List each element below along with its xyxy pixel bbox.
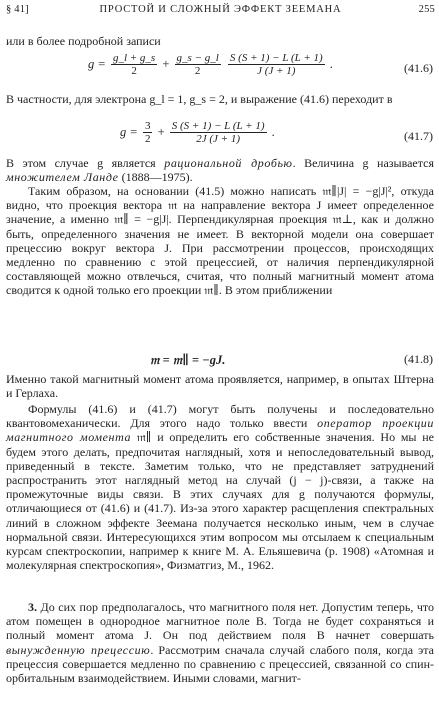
eq1-end: . bbox=[329, 57, 333, 71]
eq1-frac1-den: 2 bbox=[131, 65, 137, 77]
eq2-frac1 bbox=[143, 120, 153, 145]
eq1-frac2-num: g_s − g_l bbox=[176, 52, 219, 64]
eq1-plus: + bbox=[162, 57, 170, 71]
eq2-frac2-den: 2J (J + 1) bbox=[196, 133, 241, 145]
eq2-frac2-num: S (S + 1) − L (L + 1) bbox=[171, 120, 265, 132]
eq2-plus: + bbox=[157, 125, 165, 139]
eq2-frac2 bbox=[170, 120, 267, 145]
eq3-number: (41.8) bbox=[404, 352, 433, 366]
eq1-frac2 bbox=[175, 52, 221, 77]
eq1-number: (41.6) bbox=[404, 61, 433, 75]
lande-term-factor: множителем Ланде bbox=[6, 170, 119, 185]
page-number: 255 bbox=[418, 4, 435, 15]
eq2-number: (41.7) bbox=[404, 129, 433, 143]
section-marker: § 41] bbox=[6, 4, 29, 15]
paragraph-projection: Таким образом, на основании (41.5) можно написать 𝔪∥|J| = −g|J|², откуда видно, что проекция вектора 𝔪 на направление вектора J имеет определенное значение, а именно 𝔪∥ = −g|J|. Перпендикулярная проекция 𝔪⊥, как и должно быть, определенного значения не имеет. В векторной модели она совершает прецессию вокруг вектора J. При рассмотрении процессов, происходящих медленно по сравнению с этой прецессией, от наличия перпендикулярной составляющей можно отвлечься, считая, что полный магнитный момент атома сводится к одной только его проекции 𝔪∥. В этом приближении bbox=[6, 184, 434, 298]
equation-41-7 bbox=[0, 118, 439, 154]
chapter-title: ПРОСТОЙ И СЛОЖНЫЙ ЭФФЕКТ ЗЕЕМАНА bbox=[99, 4, 342, 15]
section-3-marker: 3. bbox=[28, 600, 41, 614]
paragraph-quantum bbox=[6, 402, 434, 572]
eq2-end: . bbox=[271, 125, 275, 139]
lande-text-e: (1888—1975). bbox=[118, 170, 193, 185]
eq2-frac1-num: 3 bbox=[144, 120, 151, 132]
eq1-frac2-den: 2 bbox=[194, 65, 201, 77]
equation-41-6 bbox=[0, 50, 439, 86]
running-header bbox=[6, 4, 435, 18]
field-text-b: До сих пор предполагалось, что магнитного поля нет. Допустим теперь, что атом помещен в однородное магнитное поле B. Тогда не будет сохраняться и полный момент атома J. Он под действием поля B начнет совершать bbox=[6, 600, 434, 643]
eq1-frac1-num: g_l + g_s bbox=[112, 52, 156, 64]
paragraph-field bbox=[6, 600, 434, 685]
paragraph-stern-gerlach: Именно такой магнитный момент атома проявляется, например, в опытах Штерна и Герлаха. bbox=[6, 372, 434, 401]
eq2-frac1-den: 2 bbox=[144, 133, 151, 145]
eq1-frac3-num: S (S + 1) − L (L + 1) bbox=[229, 52, 323, 64]
eq2-lhs: g = bbox=[120, 125, 138, 139]
lande-text-a: В этом случае g является bbox=[6, 156, 165, 170]
quantum-text-a: Формулы (41.6) и (41.7) могут быть получены и последовательно квантовомеханически. Для этого надо только ввести bbox=[6, 402, 434, 431]
field-text-d: . Рассмотрим сначала случай слабого поля, когда эта прецессия совершается медленно по сравнению с прецессией, связанной со спин-орбитальным взаимодействием. Иными словами, магнит- bbox=[6, 642, 434, 686]
paragraph-intro: или в более подробной записи bbox=[6, 34, 161, 48]
eq1-frac1 bbox=[111, 52, 157, 77]
field-term-forced: вынужденную прецессию bbox=[6, 642, 151, 657]
eq3-formula: 𝔪 = 𝔪∥ = −gJ. bbox=[150, 353, 226, 367]
paragraph-lande bbox=[6, 156, 434, 184]
eq1-lhs: g = bbox=[88, 57, 106, 71]
equation-41-8 bbox=[0, 352, 439, 370]
quantum-text-c: 𝔪∥ и определить его собственные значения. Но мы не будем этого делать, предпочитая наглядный, хотя и непоследовательный вывод, приведенный в тексте. Заметим только, что не представляет затруднений распространить этот наглядный метод на случай (j − j)-связи, а также на промежуточные виды связи. В этих случаях для g получаются формулы, отличающиеся от (41.6) и (41.7). Из-за этого характер расщепления спектральных линий в сложном эффекте Зеемана получается несколько иным, чем в случае нормальной связи. Интересующихся этим вопросом мы отсылаем к специальным курсам спектроскопии, например к книге М. А. Ельяшевича (р. 1908) «Атомная и молекулярная спектроскопия», Физматгиз, М., 1962. bbox=[6, 430, 434, 573]
lande-term-rational: рациональной дробью bbox=[164, 156, 293, 170]
eq1-frac3 bbox=[228, 52, 325, 77]
lande-text-c: . Величина g называется bbox=[292, 156, 434, 170]
eq1-frac3-den: J (J + 1) bbox=[257, 65, 296, 77]
quantum-term-operator: оператор проекции магнитного момента bbox=[6, 416, 434, 445]
paragraph-electron: В частности, для электрона g_l = 1, g_s = 2, и выражение (41.6) переходит в bbox=[6, 92, 393, 106]
